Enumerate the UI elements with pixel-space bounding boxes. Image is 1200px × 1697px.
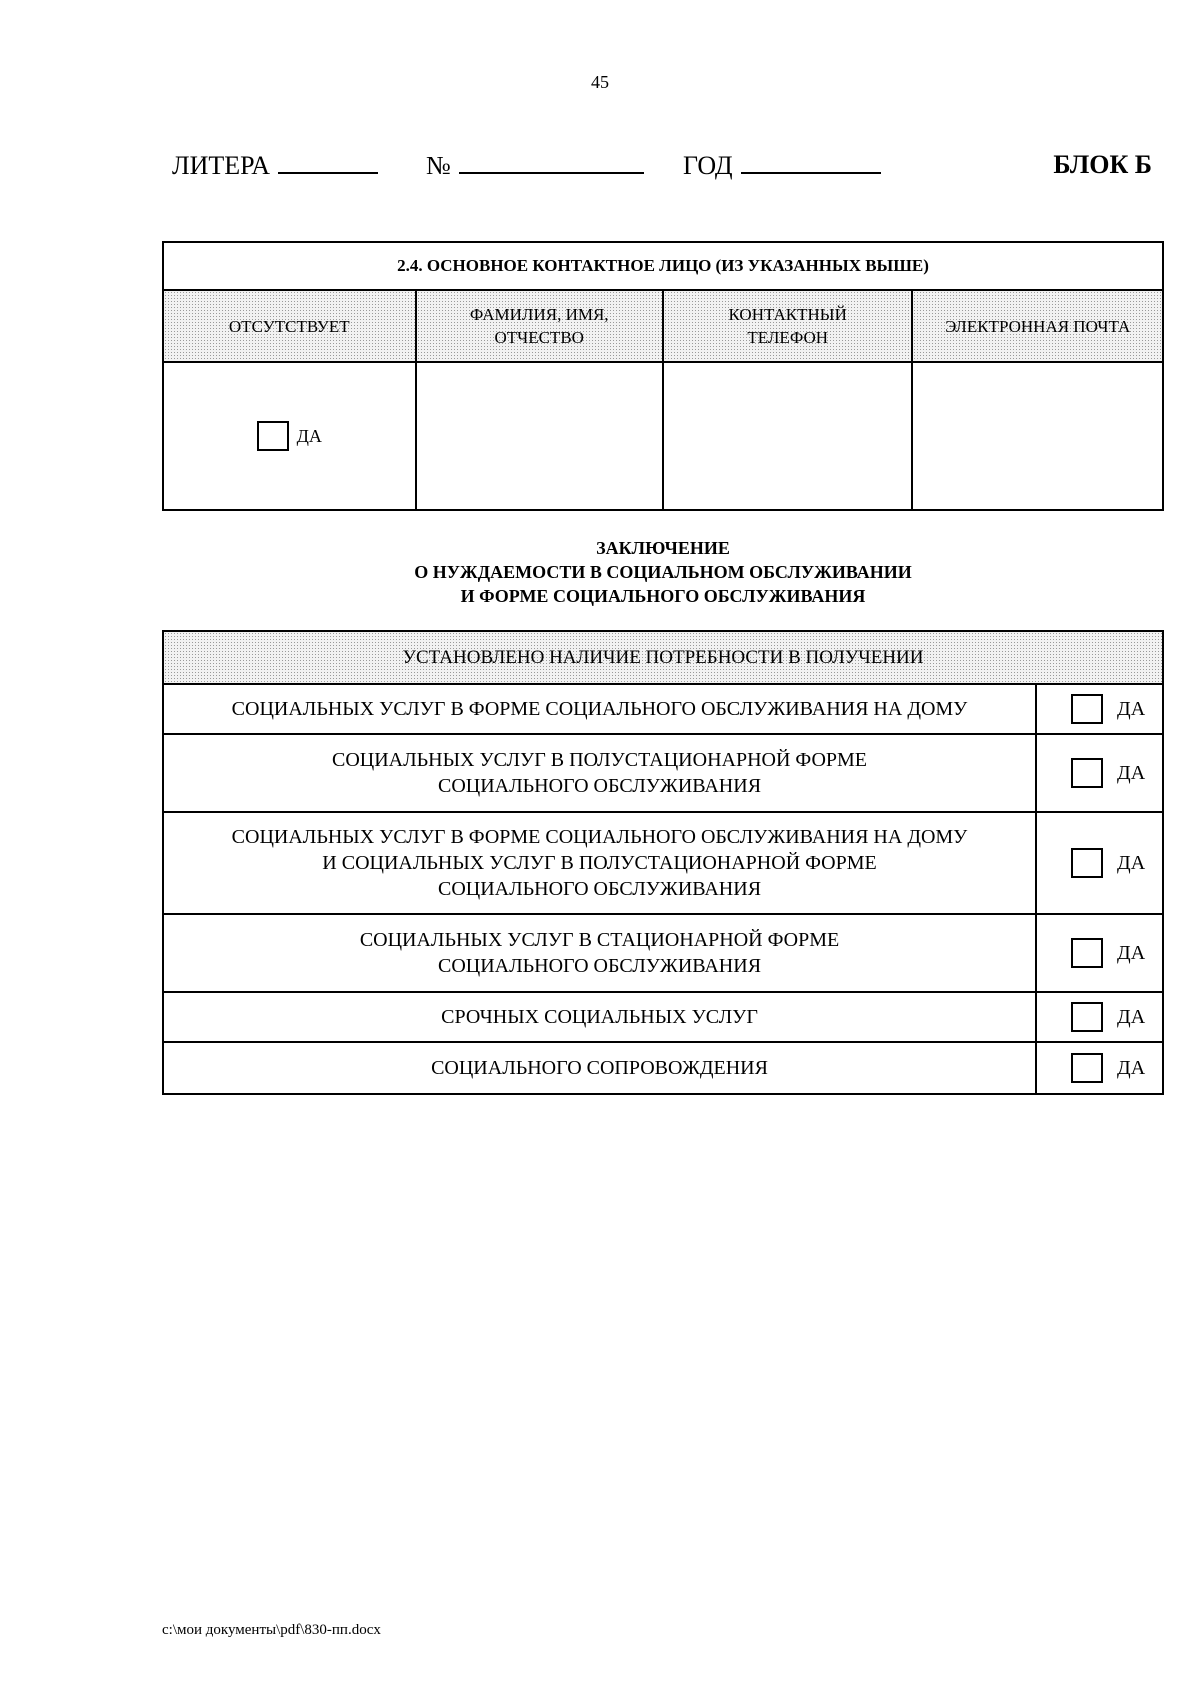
number-field <box>426 150 644 181</box>
page-number: 45 <box>591 72 609 92</box>
service-need-option-cell <box>1036 684 1163 734</box>
full-name-cell[interactable] <box>416 362 663 510</box>
number-blank[interactable] <box>459 150 644 174</box>
conclusion-heading <box>0 536 1200 608</box>
conclusion-subtitle-line1: О НУЖДАЕМОСТИ В СОЦИАЛЬНОМ ОБСЛУЖИВАНИИ <box>414 562 912 582</box>
service-need-checkbox[interactable] <box>1071 758 1103 788</box>
service-need-checkbox-label: ДА <box>1117 941 1146 964</box>
contact-section-title: 2.4. ОСНОВНОЕ КОНТАКТНОЕ ЛИЦО (ИЗ УКАЗАННЫХ ВЫШЕ) <box>163 242 1163 290</box>
litera-field <box>172 150 378 181</box>
column-header-email: ЭЛЕКТРОННАЯ ПОЧТА <box>912 290 1163 362</box>
absent-checkbox-label: ДА <box>296 425 322 446</box>
conclusion-subtitle-line2: И ФОРМЕ СОЦИАЛЬНОГО ОБСЛУЖИВАНИЯ <box>460 586 866 606</box>
year-label: ГОД <box>683 151 733 180</box>
service-need-option-cell <box>1036 1042 1163 1094</box>
service-need-checkbox[interactable] <box>1071 694 1103 724</box>
service-need-option-cell <box>1036 812 1163 914</box>
service-need-checkbox-label: ДА <box>1117 1005 1146 1028</box>
block-label: БЛОК Б <box>1053 150 1152 179</box>
service-need-row <box>163 684 1163 734</box>
column-header-absent: ОТСУТСТВУЕТ <box>163 290 416 362</box>
absent-cell <box>163 362 416 510</box>
service-need-label: СОЦИАЛЬНЫХ УСЛУГ В СТАЦИОНАРНОЙ ФОРМЕ СОЦИАЛЬНОГО ОБСЛУЖИВАНИЯ <box>163 914 1036 992</box>
service-need-option-cell <box>1036 734 1163 812</box>
service-need-option-cell <box>1036 914 1163 992</box>
number-label: № <box>426 151 451 180</box>
conclusion-title: ЗАКЛЮЧЕНИЕ <box>596 538 730 558</box>
litera-blank[interactable] <box>278 150 378 174</box>
document-header <box>172 150 1152 186</box>
service-needs-table <box>162 630 1164 1095</box>
service-need-checkbox[interactable] <box>1071 938 1103 968</box>
service-need-checkbox-label: ДА <box>1117 1056 1146 1079</box>
service-need-checkbox-label: ДА <box>1117 697 1146 720</box>
service-need-label: СРОЧНЫХ СОЦИАЛЬНЫХ УСЛУГ <box>163 992 1036 1042</box>
service-need-checkbox[interactable] <box>1071 1002 1103 1032</box>
service-need-row <box>163 734 1163 812</box>
contact-person-table <box>162 241 1164 511</box>
service-need-label: СОЦИАЛЬНЫХ УСЛУГ В ФОРМЕ СОЦИАЛЬНОГО ОБСЛУЖИВАНИЯ НА ДОМУ <box>163 684 1036 734</box>
needs-table-header: УСТАНОВЛЕНО НАЛИЧИЕ ПОТРЕБНОСТИ В ПОЛУЧЕНИИ <box>163 631 1163 684</box>
phone-cell[interactable] <box>663 362 913 510</box>
absent-checkbox[interactable] <box>257 421 289 451</box>
footer-file-path: c:\мои документы\pdf\830-пп.docx <box>162 1622 381 1638</box>
service-need-label: СОЦИАЛЬНЫХ УСЛУГ В ПОЛУСТАЦИОНАРНОЙ ФОРМЕ СОЦИАЛЬНОГО ОБСЛУЖИВАНИЯ <box>163 734 1036 812</box>
litera-label: ЛИТЕРА <box>172 151 271 180</box>
service-need-checkbox-label: ДА <box>1117 761 1146 784</box>
service-need-row <box>163 1042 1163 1094</box>
year-field <box>683 150 881 181</box>
service-need-row <box>163 914 1163 992</box>
service-need-label: СОЦИАЛЬНОГО СОПРОВОЖДЕНИЯ <box>163 1042 1036 1094</box>
email-cell[interactable] <box>912 362 1163 510</box>
service-need-label: СОЦИАЛЬНЫХ УСЛУГ В ФОРМЕ СОЦИАЛЬНОГО ОБСЛУЖИВАНИЯ НА ДОМУ И СОЦИАЛЬНЫХ УСЛУГ В ПОЛУСТАЦИОНАРНОЙ ФОРМЕ СОЦИАЛЬНОГО ОБСЛУЖИВАНИЯ <box>163 812 1036 914</box>
service-need-row <box>163 812 1163 914</box>
column-header-phone: КОНТАКТНЫЙ ТЕЛЕФОН <box>663 290 913 362</box>
service-need-checkbox-label: ДА <box>1117 851 1146 874</box>
column-header-full-name: ФАМИЛИЯ, ИМЯ, ОТЧЕСТВО <box>416 290 663 362</box>
service-need-checkbox[interactable] <box>1071 848 1103 878</box>
service-need-option-cell <box>1036 992 1163 1042</box>
service-need-checkbox[interactable] <box>1071 1053 1103 1083</box>
service-need-row <box>163 992 1163 1042</box>
year-blank[interactable] <box>741 150 881 174</box>
